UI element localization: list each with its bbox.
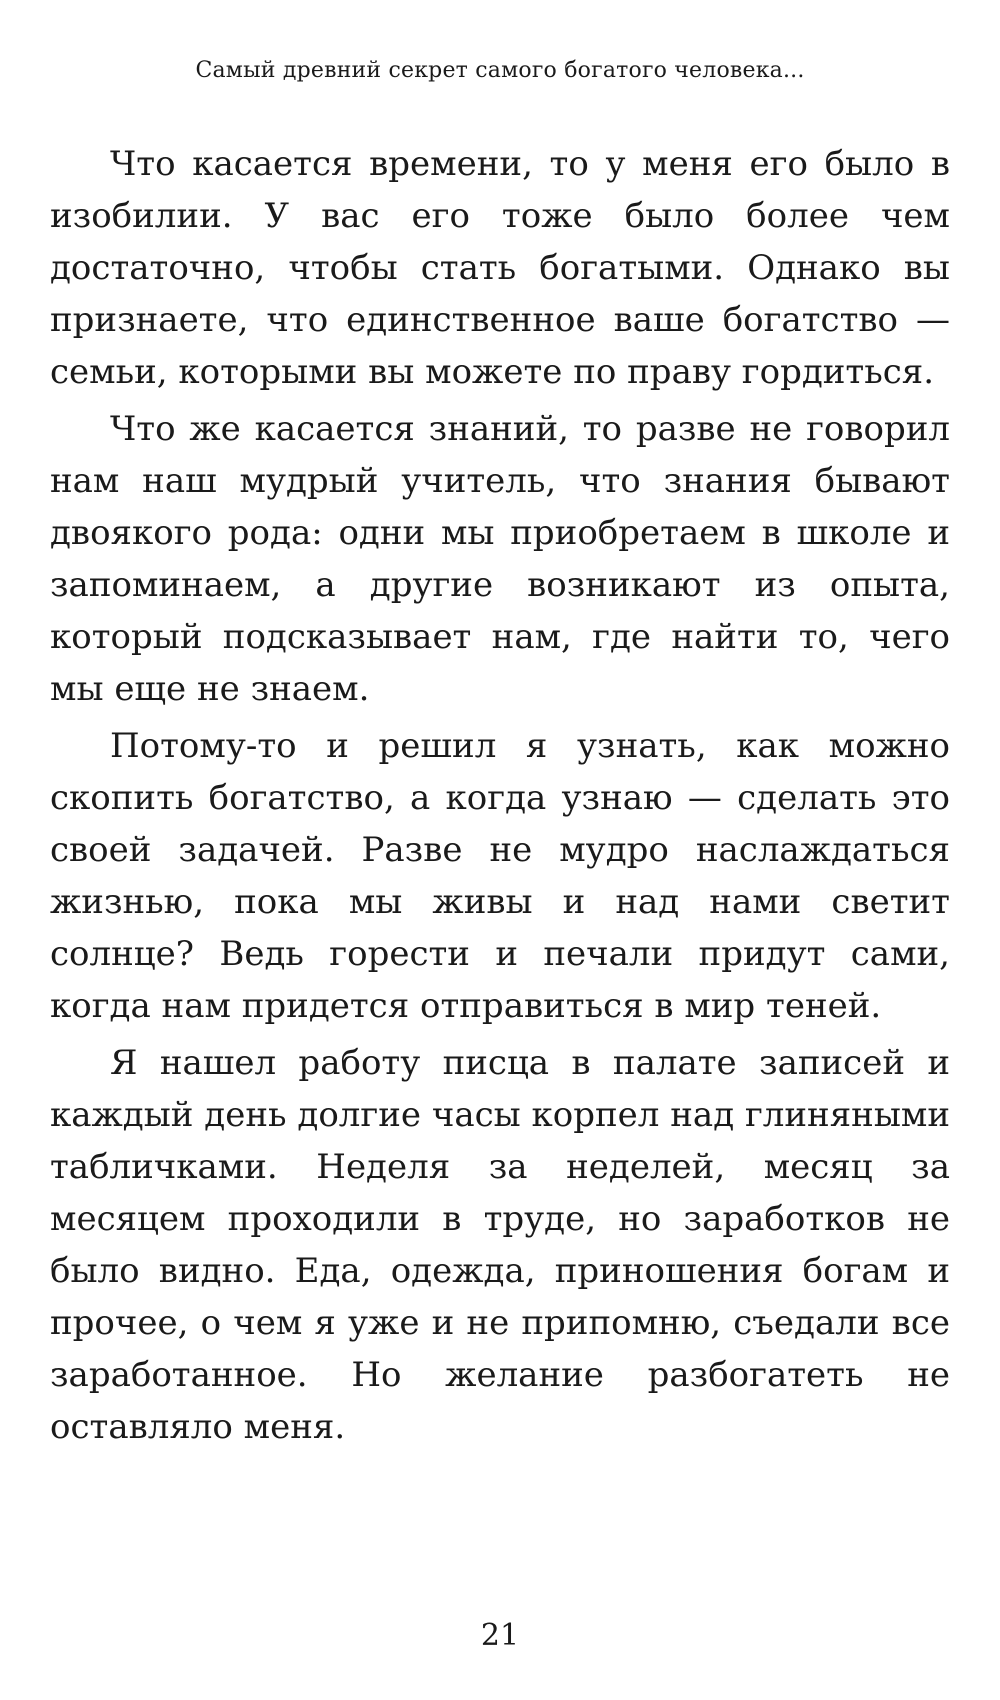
page-number: 21 — [480, 1618, 520, 1653]
paragraph: Что касается времени, то у меня его было в изобилии. У вас его тоже было более чем достаточно, чтобы стать богатыми. Однако вы признаете, что единственное ваше богатство — семьи, которыми вы можете по праву гордиться. — [50, 144, 950, 392]
body-text — [50, 138, 950, 1453]
running-head: Самый древний секрет самого богатого человека... — [195, 58, 805, 83]
paragraph: Я нашел работу писца в палате записей и каждый день долгие часы корпел над глиняными табличками. Неделя за неделей, месяц за месяцем проходили в труде, но заработков не было видно. Еда, одежда, приношения богам и прочее, о чем я уже и не припомню, съедали все заработанное. Но желание разбогатеть не оставляло меня. — [50, 1043, 950, 1447]
paragraph: Что же касается знаний, то разве не говорил нам наш мудрый учитель, что знания бывают двоякого рода: одни мы приобретаем в школе и запоминаем, а другие возникают из опыта, который подсказывает нам, где найти то, чего мы еще не знаем. — [50, 409, 950, 709]
paragraph: Потому-то и решил я узнать, как можно скопить богатство, а когда узнаю — сделать это своей задачей. Разве не мудро наслаждаться жизнью, пока мы живы и над нами светит солнце? Ведь горести и печали придут сами, когда нам придется отправиться в мир теней. — [50, 726, 950, 1026]
